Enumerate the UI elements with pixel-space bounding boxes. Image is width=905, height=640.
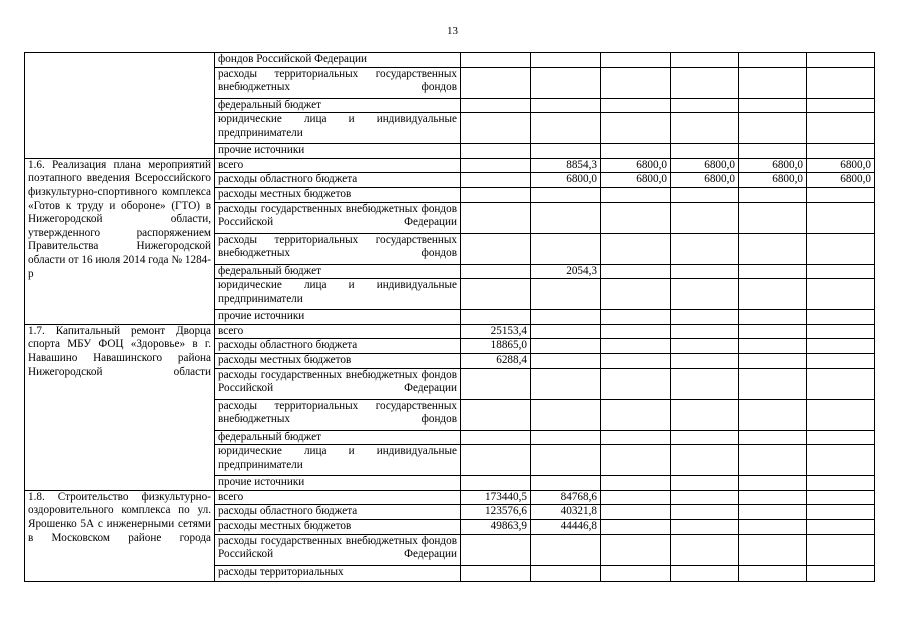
- value-cell: [807, 565, 875, 581]
- value-cell: [531, 53, 601, 68]
- value-cell: [671, 565, 739, 581]
- value-cell: [807, 324, 875, 339]
- value-cell: [601, 353, 671, 368]
- value-cell: 6288,4: [461, 353, 531, 368]
- source-cell: федеральный бюджет: [215, 98, 461, 113]
- value-cell: [671, 53, 739, 68]
- value-cell: 6800,0: [739, 158, 807, 173]
- value-cell: [739, 339, 807, 354]
- value-cell: [671, 534, 739, 565]
- source-cell: юридические лица и индивидуальные предприниматели: [215, 445, 461, 476]
- value-cell: [807, 476, 875, 491]
- value-cell: [461, 113, 531, 144]
- value-cell: [601, 113, 671, 144]
- value-cell: [671, 187, 739, 202]
- value-cell: [671, 519, 739, 534]
- source-cell: расходы территориальных: [215, 565, 461, 581]
- value-cell: [807, 399, 875, 430]
- source-cell: федеральный бюджет: [215, 264, 461, 279]
- value-cell: [461, 187, 531, 202]
- value-cell: [461, 264, 531, 279]
- value-cell: [807, 445, 875, 476]
- activity-cell: 1.6. Реализация плана мероприятий поэтапного введения Всероссийского физкультурно-спортивного комплекса «Готов к труду и обороне» (ГТО) в Нижегородской области, утвержденного распоряжением Правительства Нижегородской области от 16 июля 2014 года № 1284-р: [25, 158, 215, 324]
- value-cell: [531, 353, 601, 368]
- table-row: [25, 53, 875, 68]
- value-cell: [807, 490, 875, 505]
- value-cell: [461, 476, 531, 491]
- value-cell: [739, 445, 807, 476]
- value-cell: 40321,8: [531, 505, 601, 520]
- value-cell: [601, 98, 671, 113]
- value-cell: 6800,0: [531, 173, 601, 188]
- value-cell: [671, 476, 739, 491]
- source-cell: всего: [215, 490, 461, 505]
- value-cell: [807, 202, 875, 233]
- value-cell: [671, 353, 739, 368]
- source-cell: федеральный бюджет: [215, 430, 461, 445]
- value-cell: [739, 430, 807, 445]
- value-cell: [601, 144, 671, 159]
- value-cell: [601, 368, 671, 399]
- value-cell: [671, 430, 739, 445]
- value-cell: [807, 187, 875, 202]
- value-cell: [807, 519, 875, 534]
- value-cell: [671, 324, 739, 339]
- budget-table: [24, 52, 875, 582]
- value-cell: [807, 98, 875, 113]
- value-cell: [461, 98, 531, 113]
- value-cell: [601, 565, 671, 581]
- value-cell: 18865,0: [461, 339, 531, 354]
- value-cell: [601, 476, 671, 491]
- activity-cell: 1.7. Капитальный ремонт Дворца спорта МБУ ФОЦ «Здоровье» в г. Навашино Навашинского района Нижегородской области: [25, 324, 215, 490]
- value-cell: [671, 310, 739, 325]
- value-cell: [601, 505, 671, 520]
- value-cell: 84768,6: [531, 490, 601, 505]
- value-cell: [531, 98, 601, 113]
- value-cell: [461, 430, 531, 445]
- value-cell: 8854,3: [531, 158, 601, 173]
- source-cell: расходы государственных внебюджетных фондов Российской Федерации: [215, 202, 461, 233]
- value-cell: [601, 67, 671, 98]
- source-cell: расходы государственных внебюджетных фондов Российской Федерации: [215, 368, 461, 399]
- value-cell: [739, 113, 807, 144]
- value-cell: [531, 233, 601, 264]
- source-cell: прочие источники: [215, 476, 461, 491]
- value-cell: [671, 279, 739, 310]
- value-cell: [531, 430, 601, 445]
- value-cell: [739, 53, 807, 68]
- value-cell: [807, 505, 875, 520]
- value-cell: 6800,0: [807, 173, 875, 188]
- value-cell: [601, 324, 671, 339]
- value-cell: [531, 113, 601, 144]
- value-cell: [807, 144, 875, 159]
- value-cell: [807, 279, 875, 310]
- value-cell: [531, 534, 601, 565]
- source-cell: прочие источники: [215, 144, 461, 159]
- value-cell: [461, 279, 531, 310]
- value-cell: [531, 144, 601, 159]
- value-cell: [739, 368, 807, 399]
- table-row: [25, 324, 875, 339]
- source-cell: юридические лица и индивидуальные предприниматели: [215, 279, 461, 310]
- value-cell: [461, 310, 531, 325]
- value-cell: [671, 264, 739, 279]
- value-cell: [461, 534, 531, 565]
- value-cell: 6800,0: [601, 158, 671, 173]
- value-cell: [601, 430, 671, 445]
- value-cell: [739, 264, 807, 279]
- source-cell: расходы областного бюджета: [215, 173, 461, 188]
- activity-cell: 1.8. Строительство физкультурно-оздоровительного комплекса по ул. Ярошенко 5А с инженерными сетями в Московском районе города: [25, 490, 215, 581]
- value-cell: [461, 233, 531, 264]
- value-cell: 44446,8: [531, 519, 601, 534]
- source-cell: расходы территориальных государственных внебюджетных фондов: [215, 399, 461, 430]
- value-cell: [739, 353, 807, 368]
- table-row: [25, 158, 875, 173]
- value-cell: [671, 144, 739, 159]
- source-cell: фондов Российской Федерации: [215, 53, 461, 68]
- value-cell: [531, 476, 601, 491]
- source-cell: всего: [215, 158, 461, 173]
- source-cell: расходы территориальных государственных внебюджетных фондов: [215, 233, 461, 264]
- value-cell: [671, 505, 739, 520]
- value-cell: [671, 445, 739, 476]
- value-cell: [531, 187, 601, 202]
- value-cell: [739, 233, 807, 264]
- value-cell: [671, 98, 739, 113]
- value-cell: [461, 173, 531, 188]
- value-cell: [601, 233, 671, 264]
- value-cell: [739, 534, 807, 565]
- value-cell: [739, 310, 807, 325]
- value-cell: 173440,5: [461, 490, 531, 505]
- value-cell: 6800,0: [807, 158, 875, 173]
- value-cell: [601, 53, 671, 68]
- source-cell: расходы местных бюджетов: [215, 519, 461, 534]
- table-row: [25, 490, 875, 505]
- value-cell: [671, 339, 739, 354]
- value-cell: [601, 490, 671, 505]
- page-number: 13: [447, 25, 458, 37]
- value-cell: [461, 445, 531, 476]
- source-cell: юридические лица и индивидуальные предприниматели: [215, 113, 461, 144]
- value-cell: [601, 399, 671, 430]
- value-cell: [671, 202, 739, 233]
- value-cell: [461, 53, 531, 68]
- value-cell: [807, 430, 875, 445]
- value-cell: [671, 399, 739, 430]
- value-cell: [601, 187, 671, 202]
- value-cell: [739, 202, 807, 233]
- value-cell: [531, 202, 601, 233]
- value-cell: [739, 98, 807, 113]
- value-cell: [739, 187, 807, 202]
- value-cell: [807, 233, 875, 264]
- value-cell: [739, 505, 807, 520]
- value-cell: [739, 476, 807, 491]
- value-cell: [739, 565, 807, 581]
- source-cell: расходы местных бюджетов: [215, 353, 461, 368]
- value-cell: [601, 519, 671, 534]
- value-cell: [461, 202, 531, 233]
- value-cell: 25153,4: [461, 324, 531, 339]
- value-cell: [739, 399, 807, 430]
- value-cell: [461, 67, 531, 98]
- value-cell: [739, 519, 807, 534]
- value-cell: [601, 534, 671, 565]
- value-cell: 6800,0: [601, 173, 671, 188]
- value-cell: [739, 67, 807, 98]
- activity-cell: [25, 53, 215, 159]
- value-cell: [807, 353, 875, 368]
- value-cell: 49863,9: [461, 519, 531, 534]
- value-cell: [601, 445, 671, 476]
- value-cell: [671, 113, 739, 144]
- value-cell: [531, 368, 601, 399]
- value-cell: [807, 310, 875, 325]
- value-cell: [739, 279, 807, 310]
- value-cell: [807, 67, 875, 98]
- value-cell: [739, 324, 807, 339]
- source-cell: расходы государственных внебюджетных фондов Российской Федерации: [215, 534, 461, 565]
- value-cell: [601, 339, 671, 354]
- value-cell: [601, 310, 671, 325]
- value-cell: [807, 264, 875, 279]
- value-cell: [531, 324, 601, 339]
- value-cell: [807, 113, 875, 144]
- value-cell: [531, 67, 601, 98]
- value-cell: [671, 490, 739, 505]
- value-cell: 2054,3: [531, 264, 601, 279]
- value-cell: [739, 490, 807, 505]
- value-cell: [531, 565, 601, 581]
- value-cell: [461, 565, 531, 581]
- value-cell: 6800,0: [671, 173, 739, 188]
- value-cell: [671, 233, 739, 264]
- value-cell: 6800,0: [671, 158, 739, 173]
- value-cell: [461, 368, 531, 399]
- value-cell: [461, 144, 531, 159]
- value-cell: [531, 310, 601, 325]
- source-cell: всего: [215, 324, 461, 339]
- value-cell: 123576,6: [461, 505, 531, 520]
- value-cell: [601, 279, 671, 310]
- value-cell: [531, 279, 601, 310]
- source-cell: прочие источники: [215, 310, 461, 325]
- value-cell: [671, 67, 739, 98]
- value-cell: [807, 534, 875, 565]
- value-cell: [601, 202, 671, 233]
- value-cell: [807, 339, 875, 354]
- value-cell: 6800,0: [739, 173, 807, 188]
- value-cell: [807, 53, 875, 68]
- value-cell: [461, 399, 531, 430]
- value-cell: [531, 339, 601, 354]
- value-cell: [461, 158, 531, 173]
- value-cell: [739, 144, 807, 159]
- source-cell: расходы местных бюджетов: [215, 187, 461, 202]
- source-cell: расходы областного бюджета: [215, 339, 461, 354]
- source-cell: расходы территориальных государственных внебюджетных фондов: [215, 67, 461, 98]
- value-cell: [807, 368, 875, 399]
- value-cell: [671, 368, 739, 399]
- value-cell: [531, 399, 601, 430]
- value-cell: [601, 264, 671, 279]
- source-cell: расходы областного бюджета: [215, 505, 461, 520]
- value-cell: [531, 445, 601, 476]
